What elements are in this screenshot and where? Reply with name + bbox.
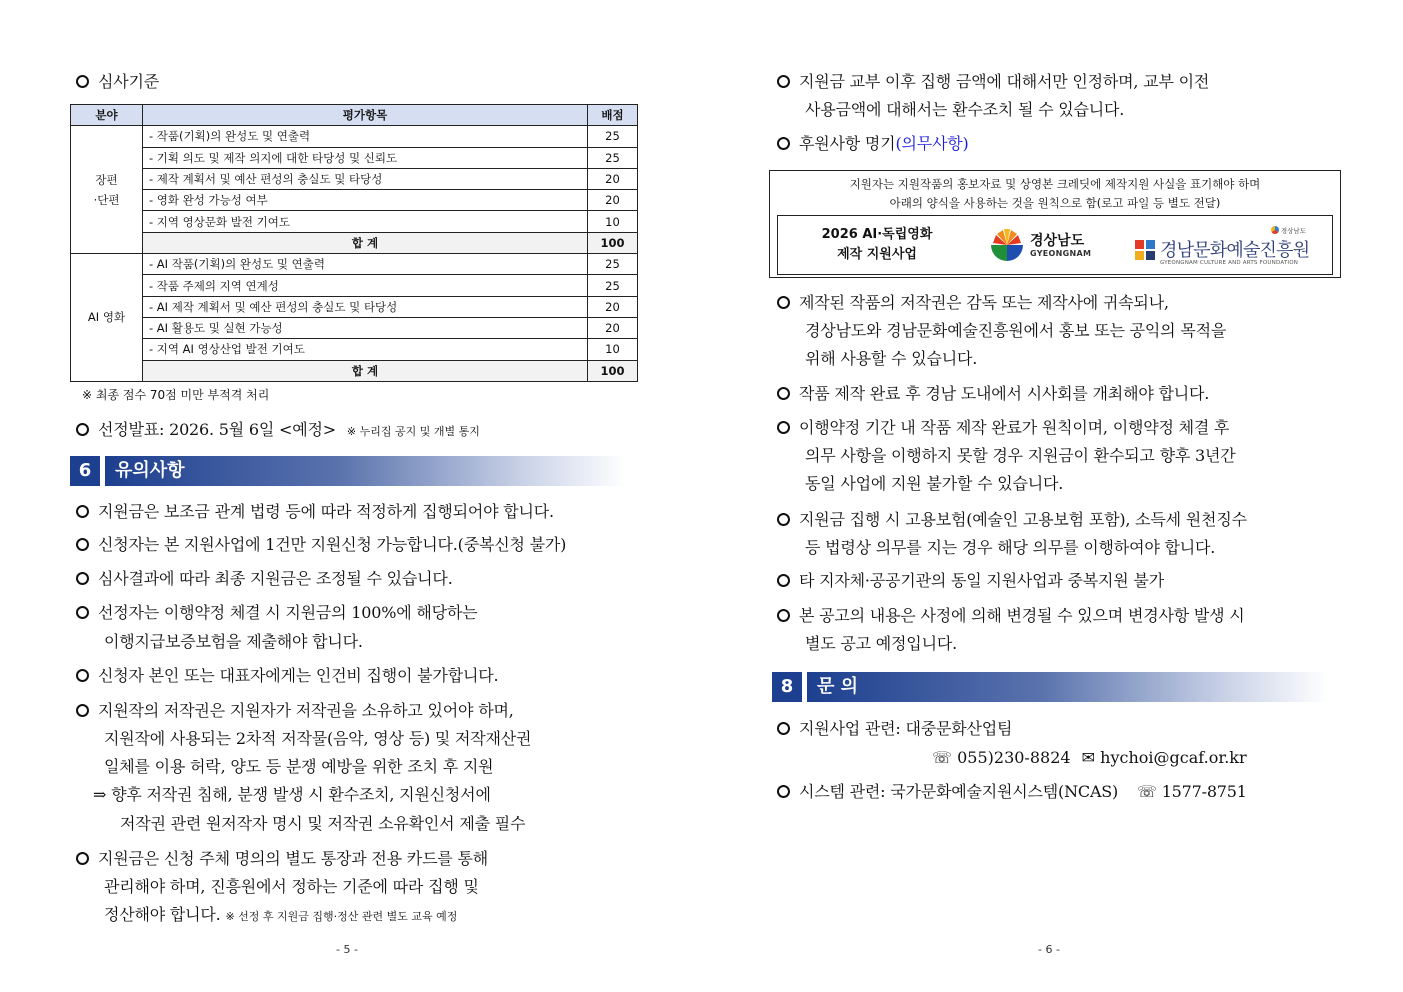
criteria-item: - 영화 완성 가능성 여부 bbox=[143, 190, 588, 211]
page-number: - 6 - bbox=[1038, 943, 1060, 956]
note-continuation: 지원작에 사용되는 2차적 저작물(음악, 영상 등) 및 저작재산권 bbox=[104, 729, 532, 748]
bullet-circle-icon bbox=[777, 137, 790, 150]
criteria-item: - AI 작품(기획)의 완성도 및 연출력 bbox=[143, 254, 588, 275]
table-row bbox=[71, 296, 638, 317]
criteria-score: 25 bbox=[588, 254, 638, 275]
criteria-heading: 심사기준 bbox=[76, 68, 159, 96]
section-8-header bbox=[772, 672, 1328, 702]
note-item: 지원금 집행 시 고용보험(예술인 고용보험 포함), 소득세 원천징수 bbox=[777, 506, 1247, 534]
criteria-score: 25 bbox=[588, 126, 638, 147]
credit-guide-text: 지원자는 지원작품의 홍보자료 및 상영본 크레딧에 제작지원 사실을 표기해야 하며 아래의 양식을 사용하는 것을 원칙으로 함(로고 파일 등 별도 전달) bbox=[849, 177, 1261, 210]
page-left bbox=[0, 0, 700, 992]
table-total-row bbox=[71, 360, 638, 381]
section-title: 문 의 bbox=[807, 672, 1328, 702]
note-item: 심사결과에 따라 최종 지원금은 조정될 수 있습니다. bbox=[76, 565, 453, 593]
category-ai: AI 영화 bbox=[71, 254, 143, 382]
gyeongnam-name: 경상남도 bbox=[1030, 233, 1085, 249]
note-continuation: 등 법령상 의무를 지는 경우 해당 의무를 이행하여야 합니다. bbox=[805, 538, 1216, 557]
table-row bbox=[71, 211, 638, 232]
email-link[interactable]: hychoi@gcaf.or.kr bbox=[1100, 748, 1247, 767]
section-number: 8 bbox=[772, 672, 802, 702]
note-item: 제작된 작품의 저작권은 감독 또는 제작사에 귀속되나, bbox=[777, 289, 1169, 317]
bullet-circle-icon bbox=[777, 722, 790, 735]
note-continuation: 별도 공고 예정입니다. bbox=[805, 634, 957, 653]
note-continuation: 경상남도와 경남문화예술진흥원에서 홍보 또는 공익의 목적을 bbox=[805, 321, 1227, 340]
phone-number[interactable]: 055)230-8824 bbox=[957, 748, 1071, 767]
section-title: 유의사항 bbox=[105, 456, 626, 486]
criteria-score: 10 bbox=[588, 211, 638, 232]
criteria-item: - 제작 계획서 및 예산 편성의 충실도 및 타당성 bbox=[143, 168, 588, 189]
phone-icon: ☏ bbox=[1137, 782, 1157, 801]
bullet-circle-icon bbox=[777, 513, 790, 526]
note-item: 이행약정 기간 내 작품 제작 완료가 원칙이며, 이행약정 체결 후 bbox=[777, 414, 1229, 442]
note-item: 선정자는 이행약정 체결 시 지원금의 100%에 해당하는 bbox=[76, 599, 477, 627]
criteria-score: 20 bbox=[588, 168, 638, 189]
page-number: - 5 - bbox=[336, 943, 358, 956]
contact-details bbox=[932, 744, 1247, 772]
note-continuation: 관리해야 하며, 진흥원에서 정하는 기준에 따라 집행 및 bbox=[104, 877, 479, 896]
bullet-circle-icon bbox=[777, 387, 790, 400]
bullet-circle-icon bbox=[777, 296, 790, 309]
criteria-item: - 작품(기획)의 완성도 및 연출력 bbox=[143, 126, 588, 147]
gcaf-name-en: GYEONGNAM CULTURE AND ARTS FOUNDATION bbox=[1160, 260, 1299, 266]
table-row bbox=[71, 254, 638, 275]
table-row bbox=[71, 317, 638, 338]
category-feature-line1: 장편 bbox=[95, 172, 118, 187]
table-row bbox=[71, 126, 638, 147]
note-item: 신청자는 본 지원사업에 1건만 지원신청 가능합니다.(중복신청 불가) bbox=[76, 531, 566, 559]
total-label: 합 계 bbox=[143, 360, 588, 381]
criteria-item: - AI 제작 계획서 및 예산 편성의 충실도 및 타당성 bbox=[143, 296, 588, 317]
bullet-circle-icon bbox=[777, 421, 790, 434]
bullet-circle-icon bbox=[76, 75, 89, 88]
note-item: 타 지자체·공공기관의 동일 지원사업과 중복지원 불가 bbox=[777, 567, 1164, 595]
criteria-score: 20 bbox=[588, 296, 638, 317]
criteria-item: - AI 활용도 및 실현 가능성 bbox=[143, 317, 588, 338]
category-feature bbox=[71, 126, 143, 254]
section-number: 6 bbox=[70, 456, 100, 486]
announce-line: 선정발표: 2026. 5월 6일 <예정> ※ 누리집 공지 및 개별 통지 bbox=[76, 416, 480, 446]
bullet-circle-icon bbox=[777, 75, 790, 88]
gcaf-mark-icon bbox=[1134, 239, 1156, 261]
note-continuation: 이행지급보증보험을 제출해야 합니다. bbox=[104, 632, 363, 651]
note-continuation: 정산해야 합니다. ※ 선정 후 지원금 집행·정산 관련 별도 교육 예정 bbox=[104, 905, 458, 924]
bullet-circle-icon bbox=[777, 609, 790, 622]
table-header-row bbox=[71, 105, 638, 126]
gyeongnam-sun-logo bbox=[988, 227, 1026, 263]
gcaf-badge-icon bbox=[1271, 226, 1279, 234]
table-note: ※ 최종 점수 70점 미만 부적격 처리 bbox=[82, 388, 270, 402]
criteria-item: - 지역 영상문화 발전 기여도 bbox=[143, 211, 588, 232]
bullet-circle-icon bbox=[76, 423, 89, 436]
bullet-circle-icon bbox=[777, 574, 790, 587]
contact-item: 시스템 관련: 국가문화예술지원시스템(NCAS) ☏ 1577-8751 bbox=[777, 778, 1247, 806]
envelope-icon: ✉ bbox=[1081, 748, 1096, 767]
table-row bbox=[71, 275, 638, 296]
criteria-score: 25 bbox=[588, 147, 638, 168]
note-continuation: 동일 사업에 지원 불가할 수 있습니다. bbox=[805, 474, 1064, 493]
bullet-circle-icon bbox=[76, 538, 89, 551]
criteria-score: 20 bbox=[588, 190, 638, 211]
phone-icon: ☏ bbox=[932, 748, 953, 767]
bullet-circle-icon bbox=[777, 785, 790, 798]
credit-sample bbox=[777, 215, 1333, 275]
note-continuation: 사용금액에 대해서는 환수조치 될 수 있습니다. bbox=[805, 100, 1125, 119]
note-item: 작품 제작 완료 후 경남 도내에서 시사회를 개최해야 합니다. bbox=[777, 380, 1209, 408]
bullet-circle-icon bbox=[76, 852, 89, 865]
bullet-circle-icon bbox=[76, 606, 89, 619]
section-6-header bbox=[70, 456, 626, 486]
gcaf-name: 경남문화예술진흥원 bbox=[1160, 240, 1310, 261]
note-continuation: 일체를 이용 허락, 양도 등 분쟁 예방을 위한 조치 후 지원 bbox=[104, 757, 494, 776]
category-feature-line2: ·단편 bbox=[93, 192, 120, 207]
bullet-circle-icon bbox=[76, 572, 89, 585]
phone-number[interactable]: 1577-8751 bbox=[1161, 782, 1247, 801]
note-item: 본 공고의 내용은 사정에 의해 변경될 수 있으며 변경사항 발생 시 bbox=[777, 602, 1245, 630]
note-item: 지원금 교부 이후 집행 금액에 대해서만 인정하며, 교부 이전 bbox=[777, 68, 1209, 96]
total-score: 100 bbox=[588, 360, 638, 381]
table-row bbox=[71, 147, 638, 168]
note-item: 지원작의 저작권은 지원자가 저작권을 소유하고 있어야 하며, bbox=[76, 697, 514, 725]
note-item: 지원금은 보조금 관계 법령 등에 따라 적정하게 집행되어야 합니다. bbox=[76, 498, 554, 526]
criteria-score: 25 bbox=[588, 275, 638, 296]
note-item: 후원사항 명기(의무사항) bbox=[777, 130, 969, 158]
table-row bbox=[71, 190, 638, 211]
table-row bbox=[71, 339, 638, 360]
credit-guide-box bbox=[769, 170, 1341, 278]
note-item: 신청자 본인 또는 대표자에게는 인건비 집행이 불가합니다. bbox=[76, 662, 498, 690]
emphasis-mandatory: (의무사항) bbox=[895, 134, 969, 153]
total-score: 100 bbox=[588, 232, 638, 253]
note-small: ※ 선정 후 지원금 집행·정산 관련 별도 교육 예정 bbox=[225, 910, 458, 923]
announce-note: ※ 누리집 공지 및 개별 통지 bbox=[346, 425, 480, 438]
header-field: 분야 bbox=[71, 105, 143, 126]
note-item: 지원금은 신청 주체 명의의 별도 통장과 전용 카드를 통해 bbox=[76, 845, 488, 873]
criteria-item: - 기획 의도 및 제작 의지에 대한 타당성 및 신뢰도 bbox=[143, 147, 588, 168]
table-total-row bbox=[71, 232, 638, 253]
gcaf-badge: 경상남도 bbox=[1271, 226, 1306, 235]
bullet-circle-icon bbox=[76, 505, 89, 518]
table-row bbox=[71, 168, 638, 189]
bullet-circle-icon bbox=[76, 704, 89, 717]
note-continuation: 저작권 관련 원저작자 명시 및 저작권 소유확인서 제출 필수 bbox=[120, 814, 526, 833]
note-arrow-line: ⇒ 향후 저작권 침해, 분쟁 발생 시 환수조치, 지원신청서에 bbox=[93, 785, 491, 804]
criteria-score: 20 bbox=[588, 317, 638, 338]
criteria-item: - 작품 주제의 지역 연계성 bbox=[143, 275, 588, 296]
gcaf-logo bbox=[1134, 226, 1310, 270]
note-continuation: 위해 사용할 수 있습니다. bbox=[805, 349, 978, 368]
header-item: 평가항목 bbox=[143, 105, 588, 126]
gyeongnam-logo bbox=[988, 227, 1108, 267]
note-continuation: 의무 사항을 이행하지 못할 경우 지원금이 환수되고 향후 3년간 bbox=[805, 446, 1236, 465]
criteria-item: - 지역 AI 영상산업 발전 기여도 bbox=[143, 339, 588, 360]
project-title: 2026 AI·독립영화 제작 지원사업 bbox=[821, 227, 933, 262]
header-score: 배점 bbox=[588, 105, 638, 126]
criteria-table bbox=[70, 104, 638, 382]
criteria-score: 10 bbox=[588, 339, 638, 360]
contact-item: 지원사업 관련: 대중문화산업팀 bbox=[777, 715, 1012, 743]
bullet-circle-icon bbox=[76, 669, 89, 682]
gyeongnam-name-en: GYEONGNAM bbox=[1030, 249, 1092, 258]
total-label: 합 계 bbox=[143, 232, 588, 253]
